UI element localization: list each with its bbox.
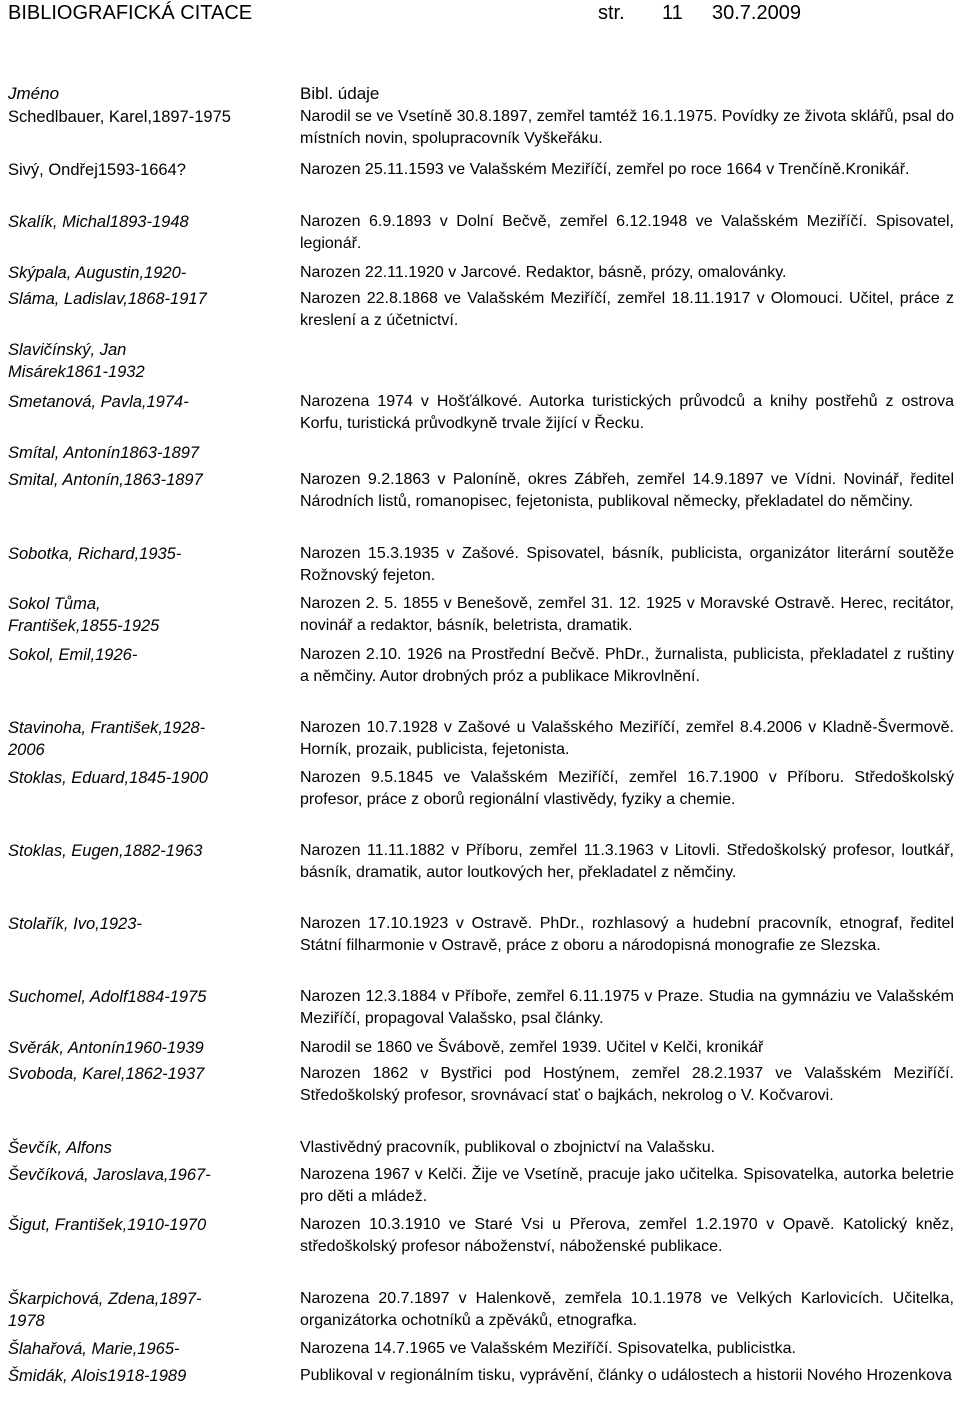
bibliographic-data: Narodil se ve Vsetíně 30.8.1897, zemřel tamtéž 16.1.1975. Povídky ze života sklářů, psal do místních novin, spolupracovník Vyškeřáku. bbox=[300, 108, 954, 147]
author-name: Skýpala, Augustin,1920- bbox=[8, 264, 187, 282]
bibliographic-data: Narozen 2. 5. 1855 v Benešově, zemřel 31. 12. 1925 v Moravské Ostravě. Herec, recitátor, novinář a redaktor, básník, beletrista, dramatik. bbox=[300, 595, 954, 634]
author-name: Suchomel, Adolf1884-1975 bbox=[8, 988, 207, 1006]
author-name: Sokol, Emil,1926- bbox=[8, 646, 138, 664]
author-name: Stoklas, Eugen,1882-1963 bbox=[8, 842, 203, 860]
bibliographic-data: Narodil se 1860 ve Švábově, zemřel 1939. Učitel v Kelči, kronikář bbox=[300, 1039, 764, 1056]
author-name: Svoboda, Karel,1862-1937 bbox=[8, 1065, 205, 1083]
column-header-bib: Bibl. údaje bbox=[300, 84, 380, 103]
author-name: Smítal, Antonín1863-1897 bbox=[8, 444, 200, 462]
column-header-name: Jméno bbox=[8, 84, 60, 103]
author-name: Ševčík, Alfons bbox=[8, 1139, 112, 1157]
author-name: Schedlbauer, Karel,1897-1975 bbox=[8, 108, 231, 126]
bibliographic-data: Narozena 1974 v Hošťálkové. Autorka turistických průvodců a knihy postřehů z ostrova Korfu, turistická průvodkyně trvale žijící v Řecku. bbox=[300, 393, 954, 432]
author-name: Sokol Tůma, František,1855-1925 bbox=[8, 595, 160, 635]
bibliographic-data: Narozen 2.10. 1926 na Prostřední Bečvě. PhDr., žurnalista, publicista, překladatel z ruštiny a němčiny. Autor drobných próz a publikace Mikrovlnění. bbox=[300, 646, 954, 685]
author-name: Smetanová, Pavla,1974- bbox=[8, 393, 189, 411]
author-name: Ševčíková, Jaroslava,1967- bbox=[8, 1166, 211, 1184]
bibliographic-data: Narozena 14.7.1965 ve Valašském Meziříčí. Spisovatelka, publicistka. bbox=[300, 1340, 796, 1357]
author-name: Sivý, Ondřej1593-1664? bbox=[8, 161, 186, 179]
bibliographic-data: Narozen 22.11.1920 v Jarcové. Redaktor, básně, prózy, omalovánky. bbox=[300, 264, 787, 281]
bibliographic-data: Narozen 9.2.1863 v Paloníně, okres Zábřeh, zemřel 14.9.1897 ve Vídni. Novinář, ředitel Národních listů, romanopisec, fejetonista, publikoval německy, překladatel do němčiny. bbox=[300, 471, 954, 510]
author-name: Šigut, František,1910-1970 bbox=[8, 1216, 207, 1234]
bibliographic-data: Narozen 25.11.1593 ve Valašském Meziříčí, zemřel po roce 1664 v Trenčíně.Kronikář. bbox=[300, 161, 910, 178]
bibliographic-data: Narozen 9.5.1845 ve Valašském Meziříčí, zemřel 16.7.1900 v Příboru. Středoškolský profesor, práce z oborů regionální vlastivědy, fyziky a chemie. bbox=[300, 769, 954, 808]
author-name: Sobotka, Richard,1935- bbox=[8, 545, 182, 563]
author-name: Skalík, Michal1893-1948 bbox=[8, 213, 189, 231]
document-title: BIBLIOGRAFICKÁ CITACE bbox=[8, 2, 253, 24]
bibliographic-data: Narozen 10.7.1928 v Zašové u Valašského Meziříčí, zemřel 8.4.2006 v Kladně-Švermově. Horník, prozaik, publicista, fejetonista. bbox=[300, 719, 954, 758]
author-name: Smital, Antonín,1863-1897 bbox=[8, 471, 203, 489]
author-name: Slavičínský, Jan Misárek1861-1932 bbox=[8, 341, 145, 381]
bibliographic-data: Narozen 17.10.1923 v Ostravě. PhDr., rozhlasový a hudební pracovník, etnograf, ředitel Státní filharmonie v Ostravě, práce z oboru a národopisná monografie ze Slezska. bbox=[300, 915, 954, 954]
page-label: str. bbox=[598, 2, 625, 24]
author-name: Sláma, Ladislav,1868-1917 bbox=[8, 290, 207, 308]
author-name: Škarpichová, Zdena,1897-1978 bbox=[8, 1290, 202, 1330]
author-name: Svěrák, Antonín1960-1939 bbox=[8, 1039, 204, 1057]
author-name: Šlahařová, Marie,1965- bbox=[8, 1340, 180, 1358]
author-name: Stavinoha, František,1928-2006 bbox=[8, 719, 206, 759]
bibliographic-data: Publikoval v regionálním tisku, vyprávění, články o událostech a historii Nového Hrozenkova bbox=[300, 1367, 952, 1384]
bibliographic-data: Vlastivědný pracovník, publikoval o zbojnictví na Valašsku. bbox=[300, 1139, 716, 1156]
document-date: 30.7.2009 bbox=[712, 2, 801, 24]
author-name: Stolařík, Ivo,1923- bbox=[8, 915, 142, 933]
bibliographic-data: Narozena 1967 v Kelči. Žije ve Vsetíně, pracuje jako učitelka. Spisovatelka, autorka beletrie pro děti a mládež. bbox=[300, 1166, 954, 1205]
author-name: Stoklas, Eduard,1845-1900 bbox=[8, 769, 208, 787]
bibliographic-data: Narozena 20.7.1897 v Halenkově, zemřela 10.1.1978 ve Velkých Karlovicích. Učitelka, organizátorka ochotníků a zpěváků, etnografka. bbox=[300, 1290, 954, 1329]
bibliographic-data: Narozen 22.8.1868 ve Valašském Meziříčí, zemřel 18.11.1917 v Olomouci. Učitel, práce z kreslení a z účetnictví. bbox=[300, 290, 954, 329]
page-number: 11 bbox=[662, 2, 683, 24]
author-name: Šmidák, Alois1918-1989 bbox=[8, 1367, 187, 1385]
bibliographic-data: Narozen 10.3.1910 ve Staré Vsi u Přerova, zemřel 1.2.1970 v Opavě. Katolický kněz, středoškolský profesor náboženství, náboženské publikace. bbox=[300, 1216, 954, 1255]
bibliographic-data: Narozen 1862 v Bystřici pod Hostýnem, zemřel 28.2.1937 ve Valašském Meziříčí. Středoškolský profesor, srovnávací stať o bajkách, nekrolog o V. Kočvarovi. bbox=[300, 1065, 954, 1104]
bibliographic-data: Narozen 15.3.1935 v Zašové. Spisovatel, básník, publicista, organizátor literární soutěže Rožnovský fejeton. bbox=[300, 545, 954, 584]
bibliographic-data: Narozen 12.3.1884 v Příboře, zemřel 6.11.1975 v Praze. Studia na gymnáziu ve Valašském Meziříčí, propagoval Valašsko, psal články. bbox=[300, 988, 954, 1027]
bibliographic-data: Narozen 6.9.1893 v Dolní Bečvě, zemřel 6.12.1948 ve Valašském Meziříčí. Spisovatel, legionář. bbox=[300, 213, 954, 252]
bibliographic-data: Narozen 11.11.1882 v Příboru, zemřel 11.3.1963 v Litovli. Středoškolský profesor, loutkář, básník, dramatik, autor loutkových her, překladatel z němčiny. bbox=[300, 842, 954, 881]
